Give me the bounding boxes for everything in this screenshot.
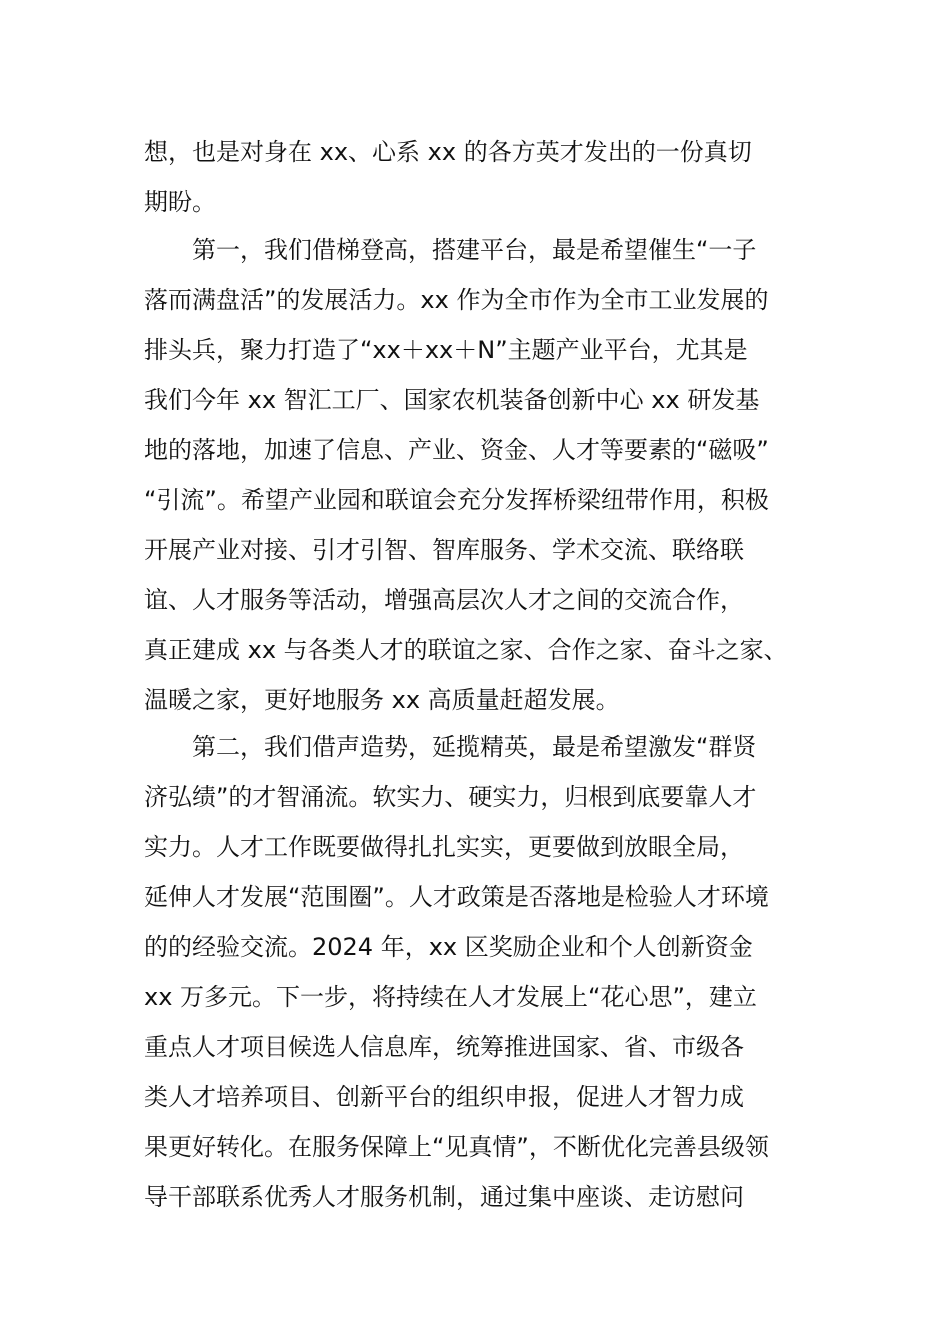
text-line: 谊、人才服务等活动，增强高层次人才之间的交流合作， [144, 586, 744, 614]
text-line: 地的落地，加速了信息、产业、资金、人才等要素的“磁吸” [144, 436, 769, 464]
text-line: 第二，我们借声造势，延揽精英，最是希望激发“群贤 [192, 733, 757, 761]
text-line: 济弘绩”的才智涌流。软实力、硬实力，归根到底要靠人才 [144, 783, 757, 811]
text-line: 导干部联系优秀人才服务机制，通过集中座谈、走访慰问 [144, 1183, 744, 1211]
text-line: 重点人才项目候选人信息库，统筹推进国家、省、市级各 [144, 1033, 744, 1061]
text-line: 真正建成 xx 与各类人才的联谊之家、合作之家、奋斗之家、 [144, 636, 788, 664]
paragraph-first-point [144, 225, 834, 725]
text-line: xx 万多元。下一步，将持续在人才发展上“花心思”，建立 [144, 983, 757, 1011]
text-line: 第一，我们借梯登高，搭建平台，最是希望催生“一子 [192, 236, 757, 264]
text-line: 我们今年 xx 智汇工厂、国家农机装备创新中心 xx 研发基 [144, 386, 760, 414]
text-line: “引流”。希望产业园和联谊会充分发挥桥梁纽带作用，积极 [144, 486, 769, 514]
text-line: 实力。人才工作既要做得扎扎实实，更要做到放眼全局， [144, 833, 744, 861]
text-line: 的的经验交流。2024 年，xx 区奖励企业和个人创新资金 [144, 933, 753, 961]
paragraph-continuation [144, 127, 834, 227]
text-line: 类人才培养项目、创新平台的组织申报，促进人才智力成 [144, 1083, 744, 1111]
text-line: 果更好转化。在服务保障上“见真情”，不断优化完善县级领 [144, 1133, 769, 1161]
text-line: 落而满盘活”的发展活力。xx 作为全市作为全市工业发展的 [144, 286, 769, 314]
text-line: 想，也是对身在 xx、心系 xx 的各方英才发出的一份真切 [144, 138, 752, 166]
text-line: 排头兵，聚力打造了“xx＋xx＋N”主题产业平台，尤其是 [144, 336, 748, 364]
paragraph-second-point [144, 722, 834, 1222]
text-line: 期盼。 [144, 188, 216, 216]
text-line: 温暖之家，更好地服务 xx 高质量赶超发展。 [144, 686, 620, 714]
text-line: 延伸人才发展“范围圈”。人才政策是否落地是检验人才环境 [144, 883, 769, 911]
text-line: 开展产业对接、引才引智、智库服务、学术交流、联络联 [144, 536, 744, 564]
